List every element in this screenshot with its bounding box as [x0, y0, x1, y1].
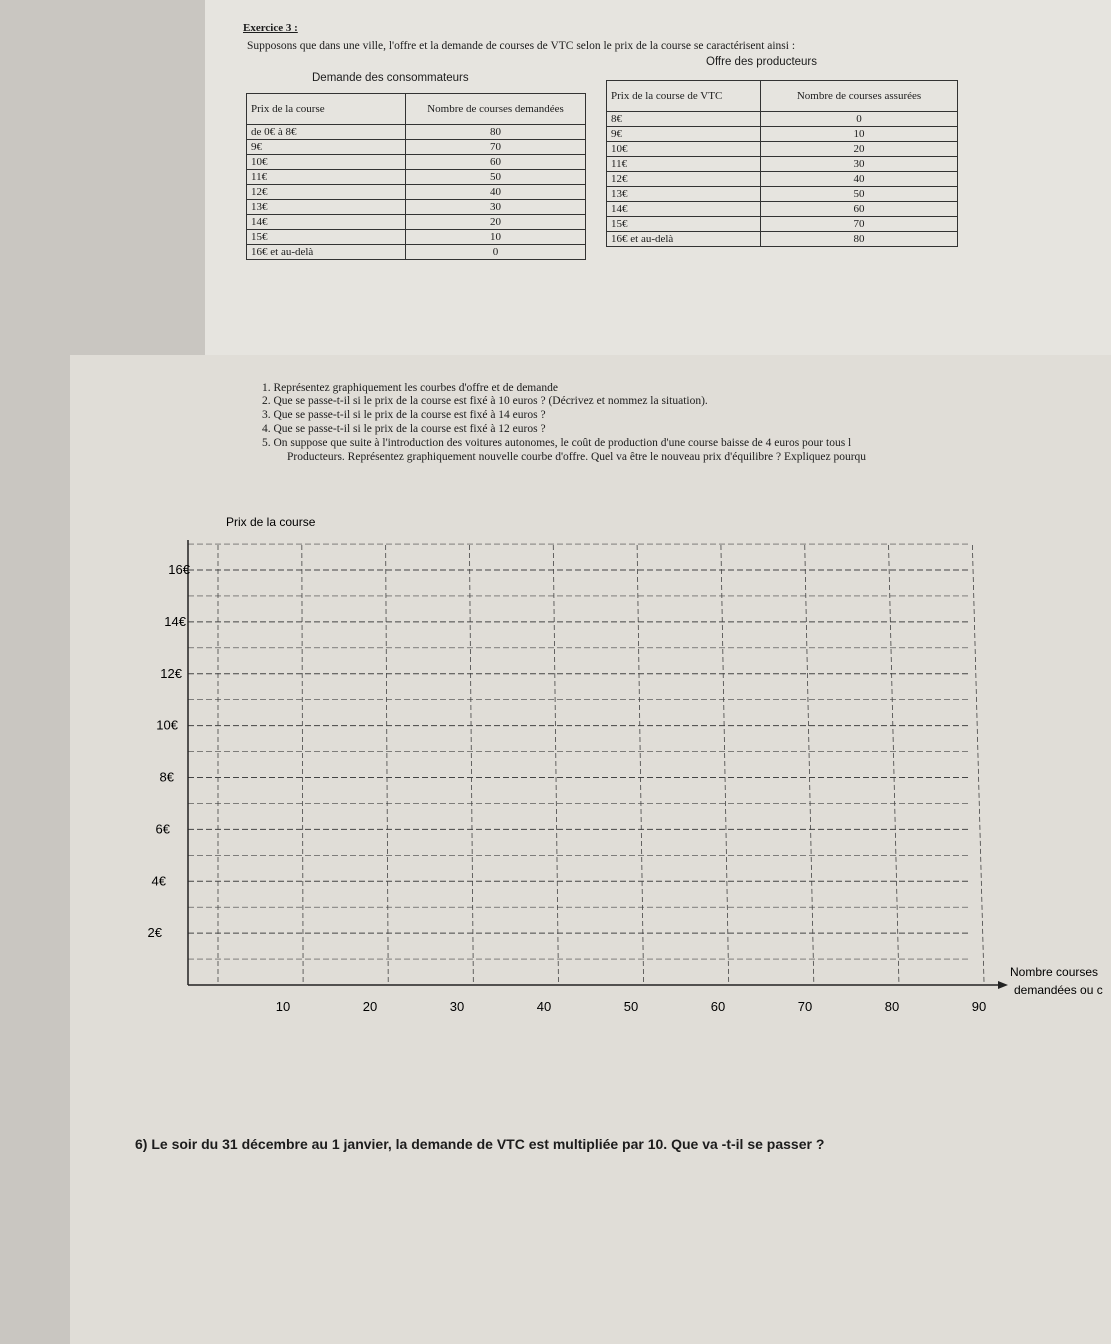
price-cell: 16€ et au-delà: [247, 245, 406, 260]
exercise-title: Exercice 3 :: [243, 22, 298, 34]
grid-line-vertical: [805, 545, 814, 985]
y-axis-label: Prix de la course: [226, 515, 316, 529]
price-cell: 9€: [607, 127, 761, 142]
supply-table-caption: Offre des producteurs: [706, 56, 818, 68]
x-axis-label-line1: Nombre courses: [1010, 965, 1099, 979]
count-cell: 30: [406, 200, 586, 215]
table-row: [247, 155, 586, 170]
price-cell: 12€: [247, 185, 406, 200]
grid-line-vertical: [972, 545, 984, 985]
grid-line-vertical: [386, 545, 389, 985]
price-cell: 8€: [607, 112, 761, 127]
price-cell: 15€: [247, 230, 406, 245]
table-row: [607, 187, 958, 202]
header-supplied: Nombre de courses assurées: [761, 81, 958, 112]
count-cell: 70: [761, 217, 958, 232]
count-cell: 60: [406, 155, 586, 170]
table-row: [247, 200, 586, 215]
price-cell: 10€: [247, 155, 406, 170]
y-tick-label: 8€: [159, 769, 174, 785]
y-tick-label: 14€: [164, 613, 186, 629]
table-row: [247, 185, 586, 200]
table-row: [607, 172, 958, 187]
tick-labels: [148, 562, 987, 1014]
y-tick-label: 2€: [147, 925, 162, 941]
price-cell: 15€: [607, 217, 761, 232]
count-cell: 20: [761, 142, 958, 157]
price-cell: 16€ et au-delà: [607, 232, 761, 247]
x-tick-label: 70: [797, 999, 813, 1014]
y-tick-label: 10€: [156, 717, 178, 733]
question-4: 4. Que se passe-t-il si le prix de la course est fixé à 12 euros ?: [262, 423, 546, 435]
y-tick-label: 16€: [168, 562, 190, 577]
table-row: [247, 125, 586, 140]
table-row: [607, 127, 958, 142]
question-5: 5. On suppose que suite à l'introduction des voitures autonomes, le coût de production d'une course baisse de 4 euros pour tous l: [262, 437, 852, 449]
x-tick-label: 90: [971, 999, 987, 1014]
grid-line-vertical: [469, 545, 473, 985]
grid-line-vertical: [637, 545, 644, 985]
y-tick-label: 4€: [151, 873, 166, 889]
table-row: [247, 245, 586, 260]
table-header-row: [607, 81, 958, 112]
question-1: 1. Représentez graphiquement les courbes d'offre et de demande: [262, 382, 558, 394]
header-price: Prix de la course de VTC: [607, 81, 761, 112]
question-6: 6) Le soir du 31 décembre au 1 janvier, la demande de VTC est multipliée par 10. Que va -t-il se passer ?: [135, 1136, 825, 1152]
header-demanded: Nombre de courses demandées: [406, 94, 586, 125]
price-cell: 9€: [247, 140, 406, 155]
x-tick-label: 50: [623, 999, 639, 1014]
axes: [188, 540, 1008, 989]
table-row: [607, 217, 958, 232]
count-cell: 10: [406, 230, 586, 245]
x-tick-label: 40: [536, 999, 552, 1014]
price-cell: 10€: [607, 142, 761, 157]
count-cell: 30: [761, 157, 958, 172]
count-cell: 50: [406, 170, 586, 185]
graph-grid: [147, 505, 1111, 1045]
count-cell: 80: [406, 125, 586, 140]
question-5-continued: Producteurs. Représentez graphiquement nouvelle courbe d'offre. Quel va être le nouveau prix d'équilibre ? Expliquez pourqu: [287, 451, 867, 463]
grid-line-vertical: [721, 545, 729, 985]
table-row: [607, 142, 958, 157]
x-axis-label-line2: demandées ou c: [1014, 983, 1103, 997]
table-row: [247, 140, 586, 155]
count-cell: 60: [761, 202, 958, 217]
table-row: [247, 230, 586, 245]
price-cell: 11€: [247, 170, 406, 185]
question-3: 3. Que se passe-t-il si le prix de la course est fixé à 14 euros ?: [262, 409, 546, 421]
price-cell: 12€: [607, 172, 761, 187]
supply-table: [606, 80, 958, 247]
table-header-row: [247, 94, 586, 125]
price-cell: 13€: [607, 187, 761, 202]
count-cell: 0: [761, 112, 958, 127]
count-cell: 70: [406, 140, 586, 155]
count-cell: 0: [406, 245, 586, 260]
table-row: [607, 157, 958, 172]
grid-line-vertical: [889, 545, 899, 985]
table-row: [607, 202, 958, 217]
x-tick-label: 60: [710, 999, 726, 1014]
y-tick-label: 12€: [160, 665, 182, 681]
table-row: [247, 215, 586, 230]
demand-table: [246, 93, 586, 260]
count-cell: 40: [406, 185, 586, 200]
x-axis-arrow: [998, 981, 1008, 989]
price-cell: 14€: [247, 215, 406, 230]
header-price: Prix de la course: [247, 94, 406, 125]
demand-table-caption: Demande des consommateurs: [312, 72, 469, 84]
table-row: [607, 232, 958, 247]
price-cell: de 0€ à 8€: [247, 125, 406, 140]
x-tick-label: 80: [884, 999, 900, 1014]
price-cell: 13€: [247, 200, 406, 215]
x-tick-label: 10: [275, 999, 291, 1014]
question-2: 2. Que se passe-t-il si le prix de la course est fixé à 10 euros ? (Décrivez et nommez la situation).: [262, 395, 708, 407]
grid-line-vertical: [302, 545, 303, 985]
count-cell: 20: [406, 215, 586, 230]
price-cell: 11€: [607, 157, 761, 172]
grid-lines: [188, 544, 984, 985]
count-cell: 10: [761, 127, 958, 142]
y-tick-label: 6€: [155, 821, 170, 837]
x-tick-label: 20: [362, 999, 378, 1014]
price-cell: 14€: [607, 202, 761, 217]
count-cell: 50: [761, 187, 958, 202]
grid-line-vertical: [553, 545, 558, 985]
x-tick-label: 30: [449, 999, 465, 1014]
exercise-intro: Supposons que dans une ville, l'offre et la demande de courses de VTC selon le prix de la course se caractérisent ainsi :: [247, 40, 796, 52]
table-row: [247, 170, 586, 185]
table-row: [607, 112, 958, 127]
count-cell: 80: [761, 232, 958, 247]
count-cell: 40: [761, 172, 958, 187]
